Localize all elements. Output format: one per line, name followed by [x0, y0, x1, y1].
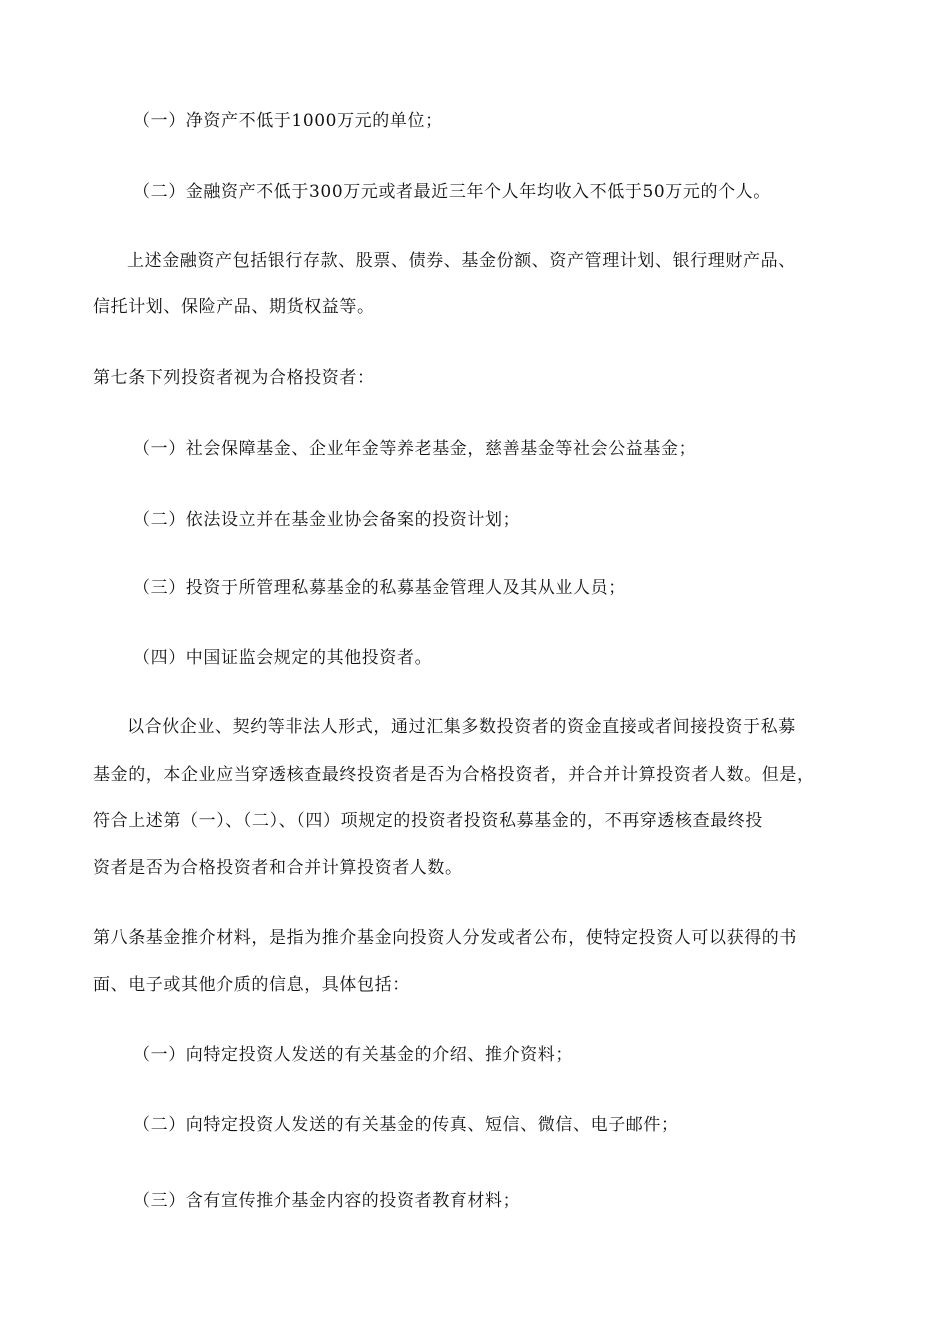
paragraph-look-through-line-2: 基金的，本企业应当穿透核查最终投资者是否为合格投资者，并合并计算投资者人数。但是， [93, 765, 815, 785]
article-7-item-4: （四）中国证监会规定的其他投资者。 [133, 648, 433, 668]
paragraph-financial-assets-line-2: 信托计划、保险产品、期货权益等。 [93, 297, 375, 317]
article-8-line-1: 第八条基金推介材料，是指为推介基金向投资人分发或者公布，使特定投资人可以获得的书 [93, 928, 797, 948]
paragraph-look-through-line-1: 以合伙企业、契约等非法人形式，通过汇集多数投资者的资金直接或者间接投资于私募 [127, 717, 796, 737]
item-financial-assets: （二）金融资产不低于300万元或者最近三年个人年均收入不低于50万元的个人。 [133, 182, 771, 202]
article-7-item-1: （一）社会保障基金、企业年金等养老基金，慈善基金等社会公益基金； [133, 439, 697, 459]
article-8-item-1: （一）向特定投资人发送的有关基金的介绍、推介资料； [133, 1045, 573, 1065]
article-7-heading: 第七条下列投资者视为合格投资者： [93, 368, 375, 388]
article-8-item-2: （二）向特定投资人发送的有关基金的传真、短信、微信、电子邮件； [133, 1115, 679, 1135]
article-8-item-3: （三）含有宣传推介基金内容的投资者教育材料； [133, 1191, 521, 1211]
paragraph-look-through-line-3: 符合上述第（一）、（二）、（四）项规定的投资者投资私募基金的，不再穿透核查最终投 [93, 811, 763, 831]
item-net-assets: （一）净资产不低于1000万元的单位； [133, 111, 443, 131]
article-8-line-2: 面、电子或其他介质的信息，具体包括： [93, 975, 410, 995]
article-7-item-2: （二）依法设立并在基金业协会备案的投资计划； [133, 510, 521, 530]
article-7-item-3: （三）投资于所管理私募基金的私募基金管理人及其从业人员； [133, 578, 626, 598]
paragraph-look-through-line-4: 资者是否为合格投资者和合并计算投资者人数。 [93, 858, 463, 878]
paragraph-financial-assets-line-1: 上述金融资产包括银行存款、股票、债券、基金份额、资产管理计划、银行理财产品、 [127, 251, 796, 271]
